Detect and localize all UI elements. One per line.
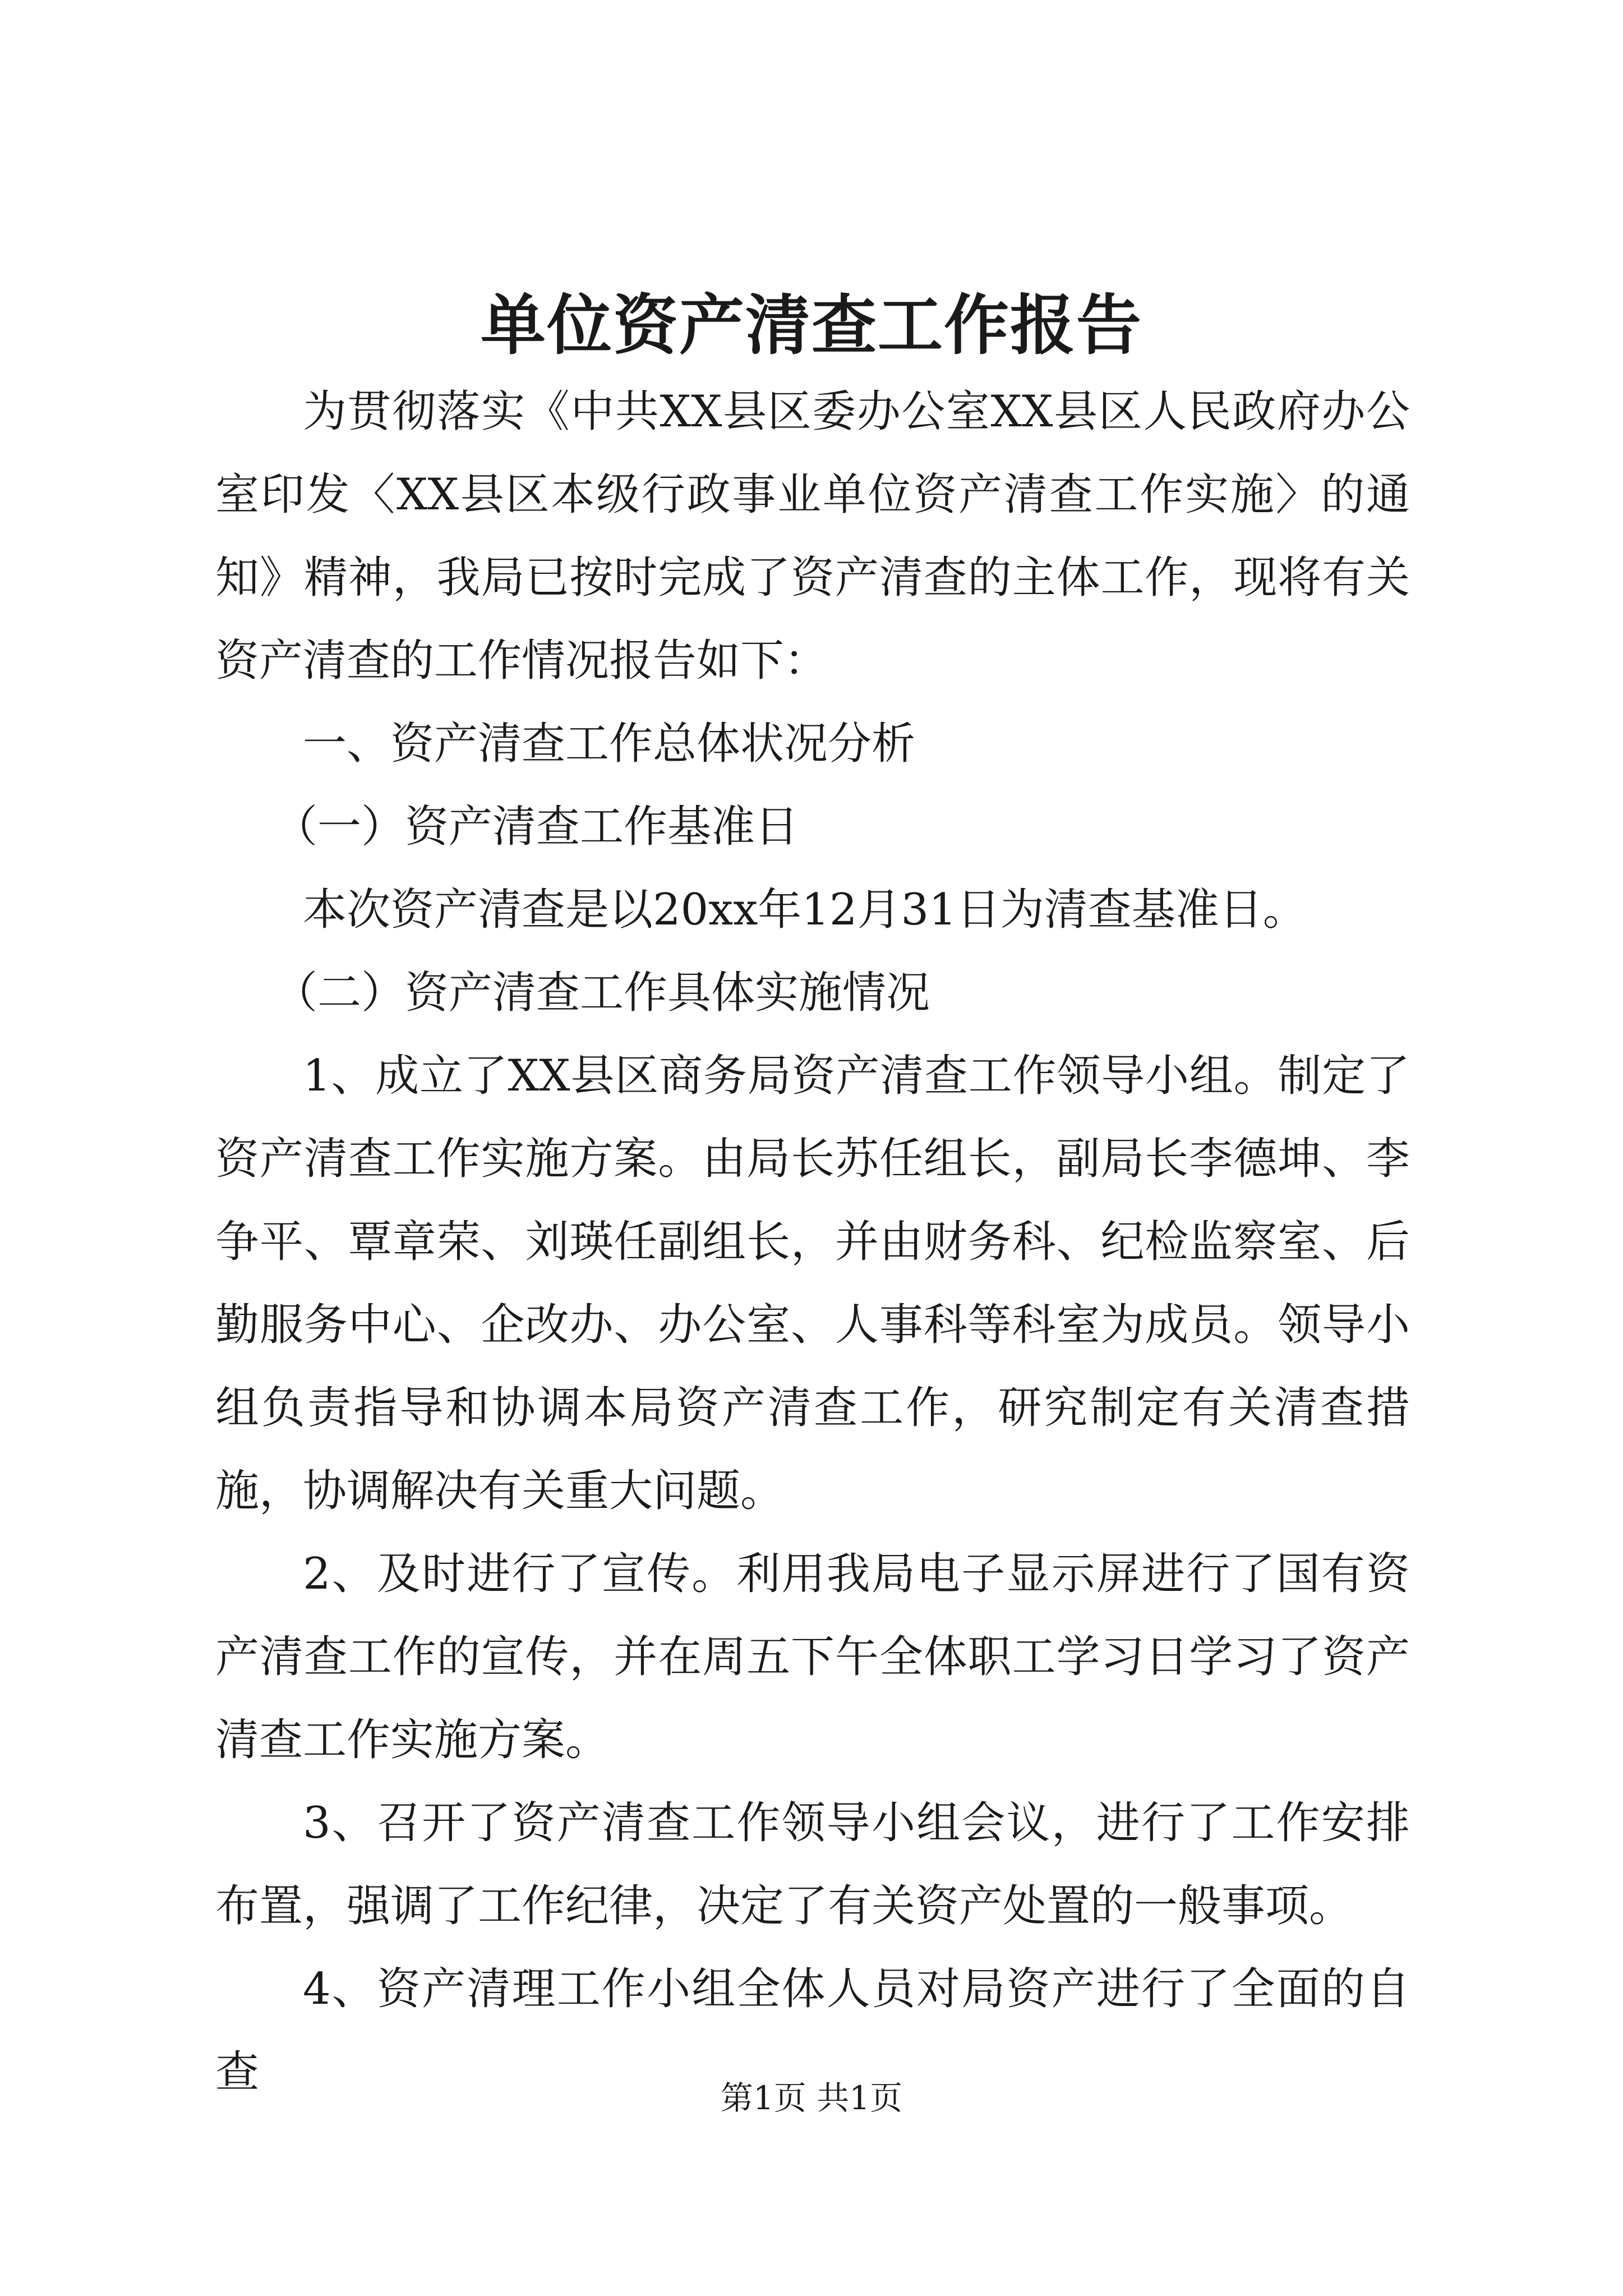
paragraph-base-date: 本次资产清查是以20xx年12月31日为清查基准日。: [303, 885, 1307, 935]
page-footer: 第1页 共1页: [720, 2079, 903, 2117]
paragraph-intro: 为贯彻落实《中共XX县区委办公室XX县区人民政府办公室印发〈XX县区本级行政事业单位资产清查工作实施〉的通知》精神，我局已按时完成了资产清查的主体工作，现将有关资产清查的工作情况报告如下：: [215, 386, 1410, 686]
paragraph-item-3: 3、召开了资产清查工作领导小组会议，进行了工作安排布置，强调了工作纪律，决定了有关资产处置的一般事项。: [215, 1798, 1410, 1931]
subsection-heading-2: （二）资产清查工作具体实施情况: [274, 968, 930, 1018]
document-title: 单位资产清查工作报告: [481, 287, 1142, 364]
subsection-heading-1: （一）资产清查工作基准日: [274, 802, 799, 852]
paragraph-item-2: 2、及时进行了宣传。利用我局电子显示屏进行了国有资产清查工作的宣传，并在周五下午全体职工学习日学习了资产清查工作实施方案。: [215, 1549, 1410, 1765]
document-body: [215, 370, 1410, 2114]
section-heading-1: 一、资产清查工作总体状况分析: [303, 719, 916, 769]
paragraph-item-1: 1、成立了XX县区商务局资产清查工作领导小组。制定了资产清查工作实施方案。由局长苏任组长，副局长李德坤、李争平、覃章荣、刘瑛任副组长，并由财务科、纪检监察室、后勤服务中心、企改办、办公室、人事科等科室为成员。领导小组负责指导和协调本局资产清查工作，研究制定有关清查措施，协调解决有关重大问题。: [215, 1051, 1410, 1516]
paragraph-item-4: 4、资产清理工作小组全体人员对局资产进行了全面的自查: [215, 1964, 1410, 2097]
